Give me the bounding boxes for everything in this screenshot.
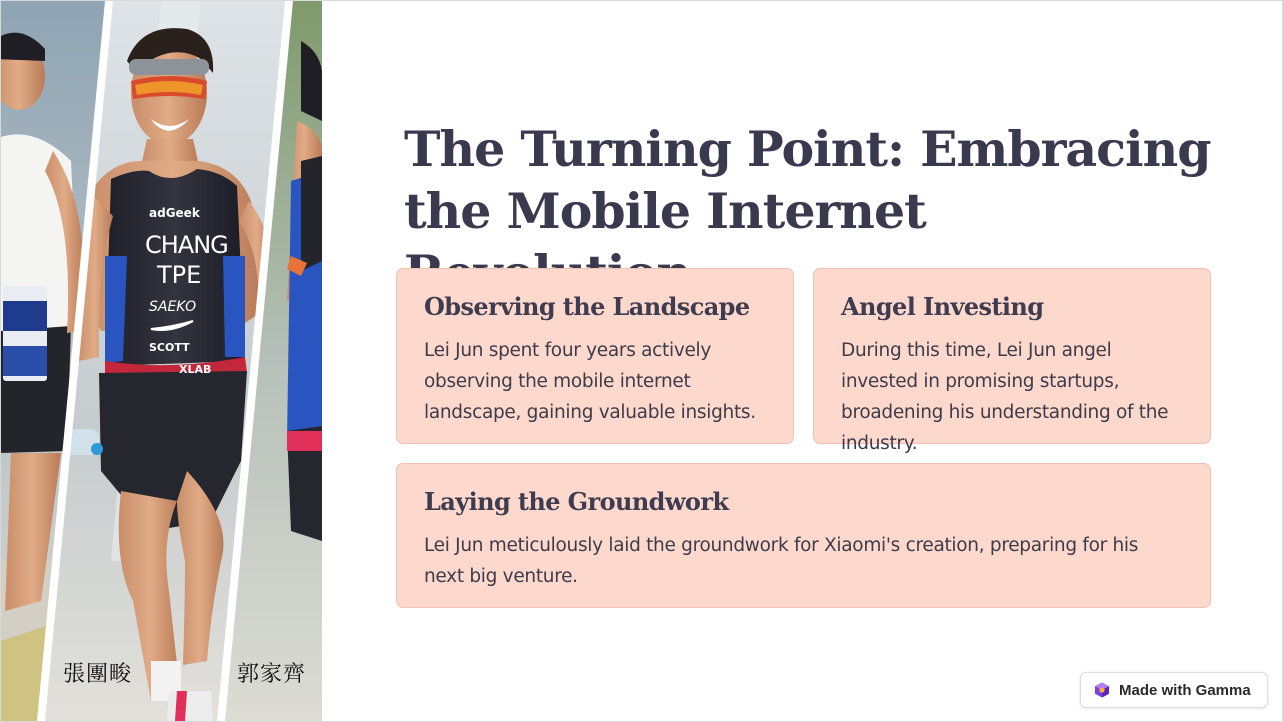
suit-brand3-text: XLAB (179, 363, 212, 376)
card-angel-investing (813, 268, 1211, 454)
gamma-logo-icon (1094, 682, 1110, 698)
card-body: Lei Jun meticulously laid the groundwork for Xiaomi's creation, preparing for his next big venture. (424, 535, 1139, 587)
suit-brand2-text: SCOTT (149, 341, 190, 354)
athlete-photo-collage (1, 1, 322, 721)
photo-caption-left: 張團畯 (63, 662, 133, 687)
suit-name-text: CHANG (145, 231, 228, 259)
slide-title: The Turning Point: Embracing the Mobile Internet (404, 120, 1211, 240)
card-body: Lei Jun spent four years actively observing the mobile internet landscape, gaining valuable insights. (424, 340, 756, 423)
badge-label: Made with Gamma (1119, 681, 1251, 699)
athlete-photo (1, 1, 322, 721)
suit-sponsor-text: adGeek (149, 206, 200, 220)
card-laying-groundwork (396, 463, 1211, 608)
card-observing-landscape (396, 268, 794, 444)
card-heading: Angel Investing (841, 292, 1044, 321)
suit-country-text: TPE (157, 261, 202, 289)
card-body: During this time, Lei Jun angel invested in promising startups, broadening his understanding of the industry. (841, 340, 1169, 454)
made-with-gamma-badge[interactable] (1080, 672, 1268, 708)
photo-caption-right: 郭家齊 (237, 662, 307, 687)
card-heading: Laying the Groundwork (424, 487, 729, 516)
suit-brand-text: SAEKO (149, 299, 197, 315)
card-heading: Observing the Landscape (424, 292, 750, 321)
